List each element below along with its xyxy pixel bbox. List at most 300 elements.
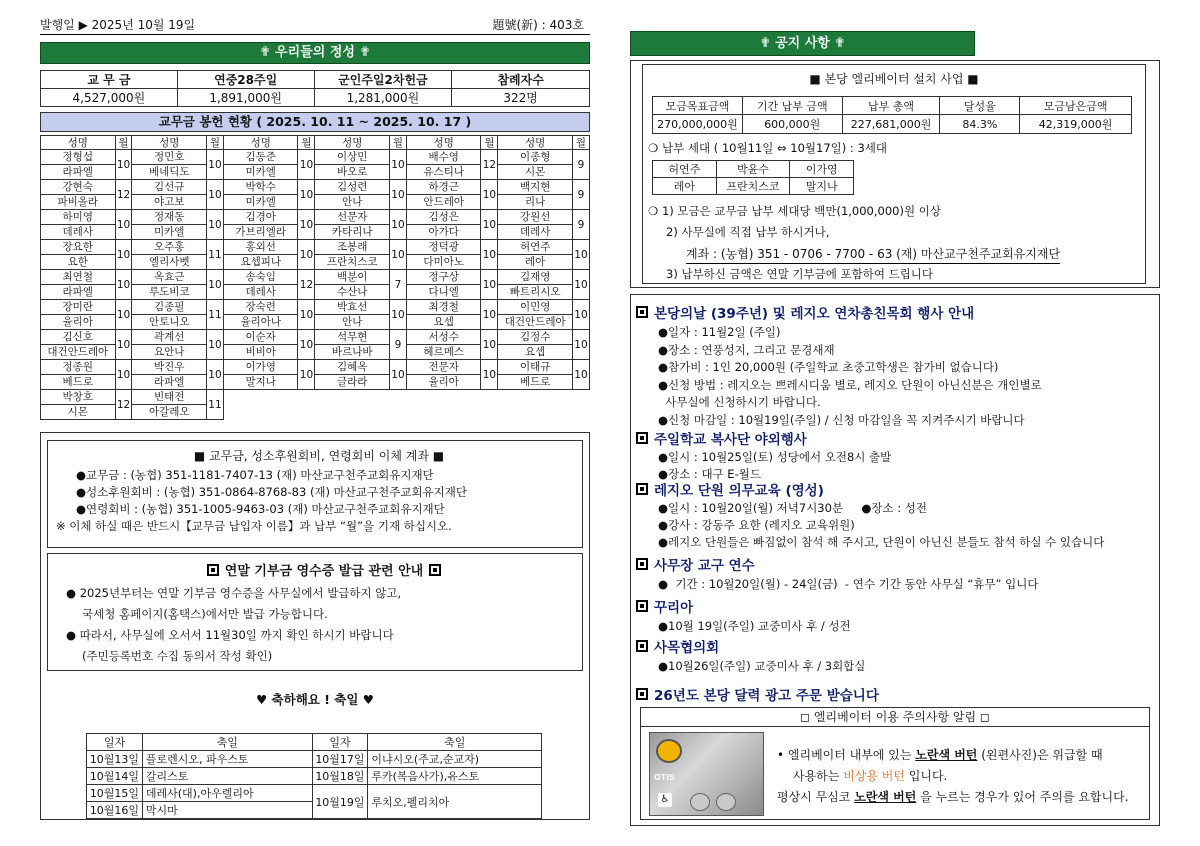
empty-cell bbox=[406, 390, 481, 405]
donor-name: 김재영 bbox=[498, 270, 573, 285]
section-eucharist bbox=[636, 302, 1156, 429]
donor-baptismal-name: 헤르메스 bbox=[406, 345, 481, 360]
donor-name: 빈태전 bbox=[132, 390, 207, 405]
donor-baptismal-name: 리나 bbox=[498, 195, 573, 210]
donation-header: 성명 bbox=[132, 136, 207, 150]
section-training bbox=[636, 554, 1156, 593]
square-icon bbox=[636, 558, 648, 570]
elevator-value: 227,681,000원 bbox=[842, 115, 940, 134]
empty-cell bbox=[298, 390, 315, 420]
donation-month: 11 bbox=[207, 390, 224, 420]
section-pastoral-council bbox=[636, 636, 1156, 675]
donation-month: 10 bbox=[298, 150, 315, 180]
donation-month: 9 bbox=[572, 180, 589, 210]
donation-month: 10 bbox=[572, 270, 589, 300]
elevator-value: 84.3% bbox=[940, 115, 1020, 134]
donor-name: 조봉래 bbox=[315, 240, 390, 255]
donor-name: 박창호 bbox=[41, 390, 116, 405]
receipt-line: ● 따라서, 사무실에 오서서 11월30일 까지 확인 하시기 바랍니다 bbox=[66, 628, 394, 642]
section-line: ●10월26일(주일) 교중미사 후 / 3회합실 bbox=[658, 659, 866, 673]
yellow-button-text: 노란색 버턴 bbox=[854, 790, 917, 804]
donation-month: 7 bbox=[389, 270, 406, 300]
donor-baptismal-name: 베드로 bbox=[41, 375, 116, 390]
empty-cell bbox=[223, 390, 298, 405]
donor-baptismal-name: 안드레아 bbox=[406, 195, 481, 210]
receipt-box bbox=[47, 553, 583, 671]
square-icon bbox=[636, 688, 648, 700]
section-curia bbox=[636, 596, 1156, 635]
section-line: ●일시 : 10월25일(토) 성당에서 오전8시 출발 bbox=[658, 450, 892, 464]
rule-1: ❍ 1) 모금은 교무금 납부 세대당 백만(1,000,000)원 이상 bbox=[648, 204, 941, 218]
donor-baptismal-name: 루도비코 bbox=[132, 285, 207, 300]
empty-cell bbox=[223, 405, 298, 420]
donation-month: 10 bbox=[207, 180, 224, 210]
donor-name: 김성은 bbox=[406, 210, 481, 225]
feast-table bbox=[86, 733, 542, 819]
receipt-line: 국세청 홈페이지(홈택스)에서만 발급 가능합니다. bbox=[82, 607, 328, 621]
donor-name: 송숙임 bbox=[223, 270, 298, 285]
donor-name: 배수영 bbox=[406, 150, 481, 165]
donation-month: 10 bbox=[481, 240, 498, 270]
donor-name: 정구상 bbox=[406, 270, 481, 285]
caution-line-3 bbox=[777, 788, 1129, 805]
donor-baptismal-name: 아갈레오 bbox=[132, 405, 207, 420]
section-line: 사무실에 신청하시기 바랍니다. bbox=[658, 395, 821, 409]
donor-baptismal-name: 요셉피나 bbox=[223, 255, 298, 270]
donation-month: 10 bbox=[389, 150, 406, 180]
donor-baptismal-name: 데레사 bbox=[223, 285, 298, 300]
donation-header: 성명 bbox=[498, 136, 573, 150]
summary-header: 군인주일2차헌금 bbox=[314, 71, 452, 89]
elevator-title: ■ 본당 엘리베이터 설치 사업 ■ bbox=[809, 72, 979, 86]
donor-baptismal-name: 바르나바 bbox=[315, 345, 390, 360]
donor-name: 최경철 bbox=[406, 300, 481, 315]
account-note: ※ 이체 하실 때은 반드시【교무금 납입자 이름】과 납부 “월”을 기재 하십시오. bbox=[56, 519, 452, 533]
donation-month: 10 bbox=[115, 330, 132, 360]
section-title: 26년도 본당 달력 광고 주문 받습니다 bbox=[654, 688, 879, 704]
door-button-icon bbox=[716, 793, 736, 811]
household-baptism: 말지나 bbox=[790, 178, 854, 195]
section-line: ●신청 마감일 : 10월19일(주일) / 신청 마감일을 꼭 지켜주시기 바랍니다 bbox=[658, 412, 1025, 427]
donor-name: 백지현 bbox=[498, 180, 573, 195]
donor-name: 곽계선 bbox=[132, 330, 207, 345]
caution-title: ◻ 엘리베이터 이용 주의사항 알림 ◻ bbox=[641, 708, 1149, 727]
summary-value: 4,527,000원 bbox=[41, 89, 178, 107]
donation-title: 교무금 봉헌 현황 ( 2025. 10. 11 ~ 2025. 10. 17 ) bbox=[40, 112, 590, 132]
donor-baptismal-name: 대건안드레아 bbox=[41, 345, 116, 360]
donation-header: 성명 bbox=[406, 136, 481, 150]
feast-header: 일자 bbox=[87, 734, 143, 751]
section-title: 주일학교 복사단 야외행사 bbox=[654, 432, 807, 448]
donor-name: 김선규 bbox=[132, 180, 207, 195]
empty-cell bbox=[481, 390, 498, 420]
elevator-header: 달성율 bbox=[940, 97, 1020, 115]
donor-name: 박진우 bbox=[132, 360, 207, 375]
donor-baptismal-name: 요셉 bbox=[498, 345, 573, 360]
donor-baptismal-name: 베드로 bbox=[498, 375, 573, 390]
square-icon bbox=[429, 564, 441, 576]
receipt-line: ● 2025년부터는 연말 기부금 영수증을 사무실에서 발급하지 않고, bbox=[66, 586, 402, 600]
donation-header: 성명 bbox=[315, 136, 390, 150]
donor-name: 허연주 bbox=[498, 240, 573, 255]
donation-month: 9 bbox=[572, 150, 589, 180]
donation-month: 10 bbox=[572, 360, 589, 390]
summary-header: 연중28주일 bbox=[177, 71, 314, 89]
feast-date: 10월13일 bbox=[87, 751, 143, 768]
feast-header: 축일 bbox=[368, 734, 542, 751]
donor-baptismal-name: 유스티나 bbox=[406, 165, 481, 180]
summary-value: 322명 bbox=[452, 89, 590, 107]
feast-name: 루카(복음사가),유스토 bbox=[368, 768, 542, 785]
donor-baptismal-name: 레아 bbox=[498, 255, 573, 270]
donation-month: 10 bbox=[389, 180, 406, 210]
donor-baptismal-name: 야고보 bbox=[132, 195, 207, 210]
feast-name: 데레사(대),아우렐리아 bbox=[142, 785, 312, 802]
donation-month: 10 bbox=[572, 240, 589, 270]
household-name: 이가영 bbox=[790, 161, 854, 178]
account-line: ●성소후원회비 : (농협) 351-0864-8768-83 (재) 마산교구천주교회유지재단 bbox=[76, 485, 467, 499]
household-table bbox=[652, 160, 854, 195]
caution-box bbox=[640, 707, 1150, 820]
congrats-title: ♥ 축하해요 ! 축일 ♥ bbox=[256, 692, 374, 707]
donation-month: 9 bbox=[572, 210, 589, 240]
section-line: ●장소 : 연풍성지, 그리고 문경새재 bbox=[658, 342, 835, 357]
feast-name: 플로렌시오, 파우스토 bbox=[142, 751, 312, 768]
donation-month: 10 bbox=[481, 270, 498, 300]
household-baptism: 레아 bbox=[653, 178, 717, 195]
donation-month: 10 bbox=[115, 300, 132, 330]
elevator-value: 270,000,000원 bbox=[653, 115, 743, 134]
faith-title: ✟ 우리들의 정성 ✟ bbox=[40, 42, 590, 64]
square-icon bbox=[636, 306, 648, 318]
donor-baptismal-name: 베네딕도 bbox=[132, 165, 207, 180]
section-title: 꾸리아 bbox=[654, 600, 694, 616]
donor-name: 서성수 bbox=[406, 330, 481, 345]
receipt-title-row bbox=[66, 560, 582, 579]
caution-text: 입니다. bbox=[904, 769, 948, 783]
receipt-title: 연말 기부금 영수증 발급 관련 안내 bbox=[224, 564, 424, 579]
empty-cell bbox=[406, 405, 481, 420]
summary-header: 교 무 금 bbox=[41, 71, 178, 89]
donor-baptismal-name: 라파엘 bbox=[41, 165, 116, 180]
emergency-button-icon bbox=[656, 739, 682, 763]
donor-name: 강현숙 bbox=[41, 180, 116, 195]
elevator-value: 42,319,000원 bbox=[1020, 115, 1132, 134]
donor-name: 김성련 bbox=[315, 180, 390, 195]
square-icon bbox=[636, 432, 648, 444]
donation-month: 11 bbox=[207, 300, 224, 330]
donor-baptismal-name: 라파엘 bbox=[132, 375, 207, 390]
issue-date: 발행일 ▶ 2025년 10월 19일 bbox=[40, 18, 196, 32]
feast-name: 루치오,펠리치아 bbox=[368, 785, 542, 819]
donor-name: 강원선 bbox=[498, 210, 573, 225]
donation-month: 10 bbox=[207, 330, 224, 360]
square-icon bbox=[636, 483, 648, 495]
empty-cell bbox=[389, 390, 406, 420]
issue-number: 題號(新) : 403호 bbox=[492, 18, 584, 32]
donor-name: 김경아 bbox=[223, 210, 298, 225]
donor-baptismal-name: 안토니오 bbox=[132, 315, 207, 330]
donor-name: 이태규 bbox=[498, 360, 573, 375]
donor-name: 하경근 bbox=[406, 180, 481, 195]
donor-baptismal-name: 율리아 bbox=[41, 315, 116, 330]
donor-baptismal-name: 말지나 bbox=[223, 375, 298, 390]
donation-header: 월 bbox=[115, 136, 132, 150]
door-button-icon bbox=[690, 793, 710, 811]
feast-header: 축일 bbox=[142, 734, 312, 751]
donor-baptismal-name: 아가다 bbox=[406, 225, 481, 240]
donation-month: 10 bbox=[298, 240, 315, 270]
donor-baptismal-name: 다니엘 bbox=[406, 285, 481, 300]
donation-header: 월 bbox=[389, 136, 406, 150]
donation-month: 10 bbox=[298, 330, 315, 360]
donor-name: 이가영 bbox=[223, 360, 298, 375]
feast-date: 10월14일 bbox=[87, 768, 143, 785]
donor-name: 김종필 bbox=[132, 300, 207, 315]
elevator-header: 모금목표금액 bbox=[653, 97, 743, 115]
donation-month: 9 bbox=[389, 330, 406, 360]
donation-month: 10 bbox=[298, 360, 315, 390]
donation-header: 월 bbox=[207, 136, 224, 150]
donation-month: 10 bbox=[115, 270, 132, 300]
donor-baptismal-name: 비비아 bbox=[223, 345, 298, 360]
donor-baptismal-name: 시몬 bbox=[498, 165, 573, 180]
donation-month: 12 bbox=[115, 390, 132, 420]
donor-baptismal-name: 카타리나 bbox=[315, 225, 390, 240]
donor-name: 오주홍 bbox=[132, 240, 207, 255]
donation-month: 10 bbox=[481, 180, 498, 210]
receipt-line: (주민등록번호 수집 동의서 작성 확인) bbox=[82, 649, 273, 663]
donor-baptismal-name: 다미아노 bbox=[406, 255, 481, 270]
feast-name: 갈리스토 bbox=[142, 768, 312, 785]
feast-name: 막시마 bbox=[142, 802, 312, 819]
donation-month: 12 bbox=[481, 150, 498, 180]
donation-month: 10 bbox=[298, 300, 315, 330]
section-altar-servers bbox=[636, 428, 1156, 483]
donor-baptismal-name: 가브리엘라 bbox=[223, 225, 298, 240]
donation-header: 월 bbox=[298, 136, 315, 150]
donation-month: 10 bbox=[572, 330, 589, 360]
feast-date: 10월16일 bbox=[87, 802, 143, 819]
donor-name: 석무현 bbox=[315, 330, 390, 345]
donation-month: 10 bbox=[115, 210, 132, 240]
wheelchair-icon: ♿ bbox=[658, 793, 672, 807]
donor-name: 옥효근 bbox=[132, 270, 207, 285]
section-line: ●일시 : 10월20일(월) 저녁7시30분 ●장소 : 성전 bbox=[658, 501, 927, 515]
donor-name: 박효선 bbox=[315, 300, 390, 315]
elevator-table bbox=[652, 96, 1132, 134]
donor-name: 홍외선 bbox=[223, 240, 298, 255]
donor-baptismal-name: 미카엘 bbox=[223, 195, 298, 210]
feast-date: 10월15일 bbox=[87, 785, 143, 802]
rule-2: 2) 사무실에 직접 납부 하시거나, bbox=[666, 225, 830, 239]
feast-name: 이냐시오(주교,순교자) bbox=[368, 751, 542, 768]
summary-value: 1,281,000원 bbox=[314, 89, 452, 107]
section-line: ●레지오 단원들은 빠짐없이 참석 해 주시고, 단원이 아닌신 분들도 참석 하실 수 있습니다 bbox=[658, 535, 1105, 549]
donor-baptismal-name: 대건안드레아 bbox=[498, 315, 573, 330]
section-title: 사무장 교구 연수 bbox=[654, 558, 755, 574]
donation-header: 월 bbox=[481, 136, 498, 150]
donation-month: 10 bbox=[481, 330, 498, 360]
section-line: ●참가비 : 1인 20,000원 (주일학교 초중고학생은 참가비 없습니다) bbox=[658, 360, 999, 374]
donation-month: 10 bbox=[115, 240, 132, 270]
account-title: ■ 교무금, 성소후원회비, 연령회비 이체 계좌 ■ bbox=[193, 449, 445, 463]
donation-month: 10 bbox=[389, 300, 406, 330]
donation-month: 10 bbox=[115, 150, 132, 180]
otis-logo: OTIS bbox=[654, 773, 675, 782]
feast-date: 10월17일 bbox=[312, 751, 368, 768]
donor-name: 정민호 bbox=[132, 150, 207, 165]
section-title: 레지오 단원 의무교육 (영성) bbox=[654, 483, 824, 499]
donor-baptismal-name: 글라라 bbox=[315, 375, 390, 390]
empty-cell bbox=[572, 390, 589, 420]
section-line: ● 기간 : 10월20일(월) - 24일(금) - 연수 기간 동안 사무실 “휴무” 입니다 bbox=[658, 577, 1039, 591]
donor-baptismal-name: 요셉 bbox=[406, 315, 481, 330]
donor-name: 하미영 bbox=[41, 210, 116, 225]
account-line: ●연령회비 : (농협) 351-1005-9463-03 (재) 마산교구천주교회유지재단 bbox=[76, 502, 445, 516]
elevator-header: 기간 납부 금액 bbox=[742, 97, 842, 115]
elevator-photo bbox=[649, 732, 764, 816]
donation-month: 12 bbox=[298, 270, 315, 300]
caution-text: 을 누르는 경우가 있어 주의를 요합니다. bbox=[916, 790, 1129, 804]
caution-text: 평상시 무심코 bbox=[777, 790, 855, 804]
donor-baptismal-name: 프란치스코 bbox=[315, 255, 390, 270]
section-line: ●신청 방법 : 레지오는 쁘레시디움 별로, 레지오 단원이 아닌신분은 개인별로 bbox=[658, 377, 1042, 392]
section-title: 본당의날 (39주년) 및 레지오 연차총친목회 행사 안내 bbox=[654, 306, 975, 322]
donor-baptismal-name: 미카엘 bbox=[223, 165, 298, 180]
yellow-button-text: 노란색 버턴 bbox=[915, 748, 978, 762]
section-line: ●강사 : 강동주 요한 (레지오 교육위원) bbox=[658, 518, 855, 532]
donation-month: 10 bbox=[298, 210, 315, 240]
household-name: 허연주 bbox=[653, 161, 717, 178]
feast-date: 10월19일 bbox=[312, 785, 368, 819]
section-calendar bbox=[636, 684, 1156, 704]
donor-baptismal-name: 안나 bbox=[315, 315, 390, 330]
feast-date: 10월18일 bbox=[312, 768, 368, 785]
donor-name: 선문자 bbox=[315, 210, 390, 225]
donation-month: 10 bbox=[389, 210, 406, 240]
offering-summary-table bbox=[40, 70, 590, 107]
donor-name: 이상민 bbox=[315, 150, 390, 165]
donation-month: 10 bbox=[207, 360, 224, 390]
section-legio-education bbox=[636, 479, 1156, 551]
donor-name: 정재동 bbox=[132, 210, 207, 225]
donation-month: 10 bbox=[389, 240, 406, 270]
donor-name: 이순자 bbox=[223, 330, 298, 345]
donor-name: 장미란 bbox=[41, 300, 116, 315]
donor-baptismal-name: 파비올라 bbox=[41, 195, 116, 210]
donation-table bbox=[40, 135, 590, 420]
household-name: 박윤수 bbox=[716, 161, 790, 178]
donor-name: 이종형 bbox=[498, 150, 573, 165]
household-baptism: 프란치스코 bbox=[716, 178, 790, 195]
donation-month: 10 bbox=[115, 360, 132, 390]
donor-name: 김정수 bbox=[498, 330, 573, 345]
donation-month: 10 bbox=[481, 300, 498, 330]
emergency-button-text: 비상용 버턴 bbox=[843, 769, 905, 783]
donor-baptismal-name: 율리아나 bbox=[223, 315, 298, 330]
donor-baptismal-name: 데레사 bbox=[498, 225, 573, 240]
donor-name: 이민영 bbox=[498, 300, 573, 315]
caution-line-2 bbox=[793, 767, 947, 784]
notice-title: ✟ 공지 사항 ✟ bbox=[630, 31, 975, 56]
donor-baptismal-name: 요한 bbox=[41, 255, 116, 270]
elevator-header: 납부 총액 bbox=[842, 97, 940, 115]
donor-name: 정덕광 bbox=[406, 240, 481, 255]
elevator-account: 계좌 : (농협) 351 - 0706 - 7700 - 63 (재) 마산교구천주교회유지재단 bbox=[686, 245, 1060, 264]
caution-text: (왼편사진)은 위급할 때 bbox=[977, 748, 1103, 762]
empty-cell bbox=[315, 390, 390, 405]
donor-baptismal-name: 수산나 bbox=[315, 285, 390, 300]
donor-name: 장요한 bbox=[41, 240, 116, 255]
caution-text: 사용하는 bbox=[793, 769, 844, 783]
donor-name: 전문자 bbox=[406, 360, 481, 375]
donation-month: 12 bbox=[115, 180, 132, 210]
donor-name: 김동준 bbox=[223, 150, 298, 165]
donor-baptismal-name: 안나 bbox=[315, 195, 390, 210]
account-line: ●교무금 : (농협) 351-1181-7407-13 (재) 마산교구천주교회유지재단 bbox=[76, 468, 434, 482]
donor-baptismal-name: 미카엘 bbox=[132, 225, 207, 240]
donor-name: 정형섭 bbox=[41, 150, 116, 165]
donor-name: 정종원 bbox=[41, 360, 116, 375]
donor-baptismal-name: 엘리사벳 bbox=[132, 255, 207, 270]
summary-header: 참례자수 bbox=[452, 71, 590, 89]
donation-month: 10 bbox=[481, 210, 498, 240]
donor-baptismal-name: 데레사 bbox=[41, 225, 116, 240]
donation-header: 성명 bbox=[41, 136, 116, 150]
empty-cell bbox=[498, 405, 573, 420]
donation-month: 10 bbox=[207, 150, 224, 180]
caution-text: • 엘리베이터 내부에 있는 bbox=[777, 748, 916, 762]
donor-name: 최연철 bbox=[41, 270, 116, 285]
donor-baptismal-name: 라파엘 bbox=[41, 285, 116, 300]
household-line: ❍ 납부 세대 ( 10월11일 ⇔ 10월17일) : 3세대 bbox=[648, 141, 887, 155]
elevator-header: 모금남은금액 bbox=[1020, 97, 1132, 115]
donation-month: 10 bbox=[298, 180, 315, 210]
caution-line-1 bbox=[777, 746, 1103, 763]
elevator-value: 600,000원 bbox=[742, 115, 842, 134]
donor-name: 김혜옥 bbox=[315, 360, 390, 375]
square-icon bbox=[636, 600, 648, 612]
donation-month: 10 bbox=[389, 360, 406, 390]
empty-cell bbox=[315, 405, 390, 420]
donor-name: 박학수 bbox=[223, 180, 298, 195]
donation-month: 10 bbox=[207, 270, 224, 300]
feast-header: 일자 bbox=[312, 734, 368, 751]
donation-header: 월 bbox=[572, 136, 589, 150]
donor-baptismal-name: 시몬 bbox=[41, 405, 116, 420]
donor-name: 김신호 bbox=[41, 330, 116, 345]
section-line: ●장소 : 대구 E-월드 bbox=[658, 467, 761, 481]
donor-baptismal-name: 빠트리시오 bbox=[498, 285, 573, 300]
square-icon bbox=[207, 564, 219, 576]
summary-value: 1,891,000원 bbox=[177, 89, 314, 107]
section-line: ●10월 19일(주일) 교중미사 후 / 성전 bbox=[658, 619, 851, 633]
donation-month: 10 bbox=[207, 210, 224, 240]
square-icon bbox=[636, 640, 648, 652]
empty-cell bbox=[498, 390, 573, 405]
donation-month: 10 bbox=[572, 300, 589, 330]
donor-baptismal-name: 율리아 bbox=[406, 375, 481, 390]
section-line: ●일자 : 11월2일 (주일) bbox=[658, 325, 781, 339]
donor-name: 장숙련 bbox=[223, 300, 298, 315]
issue-header bbox=[40, 16, 590, 35]
donor-name: 백분이 bbox=[315, 270, 390, 285]
rule-3: 3) 납부하신 금액은 연말 기부금에 포함하여 드립니다 bbox=[666, 267, 934, 281]
account-box bbox=[47, 440, 583, 548]
donation-header: 성명 bbox=[223, 136, 298, 150]
donation-month: 10 bbox=[481, 360, 498, 390]
